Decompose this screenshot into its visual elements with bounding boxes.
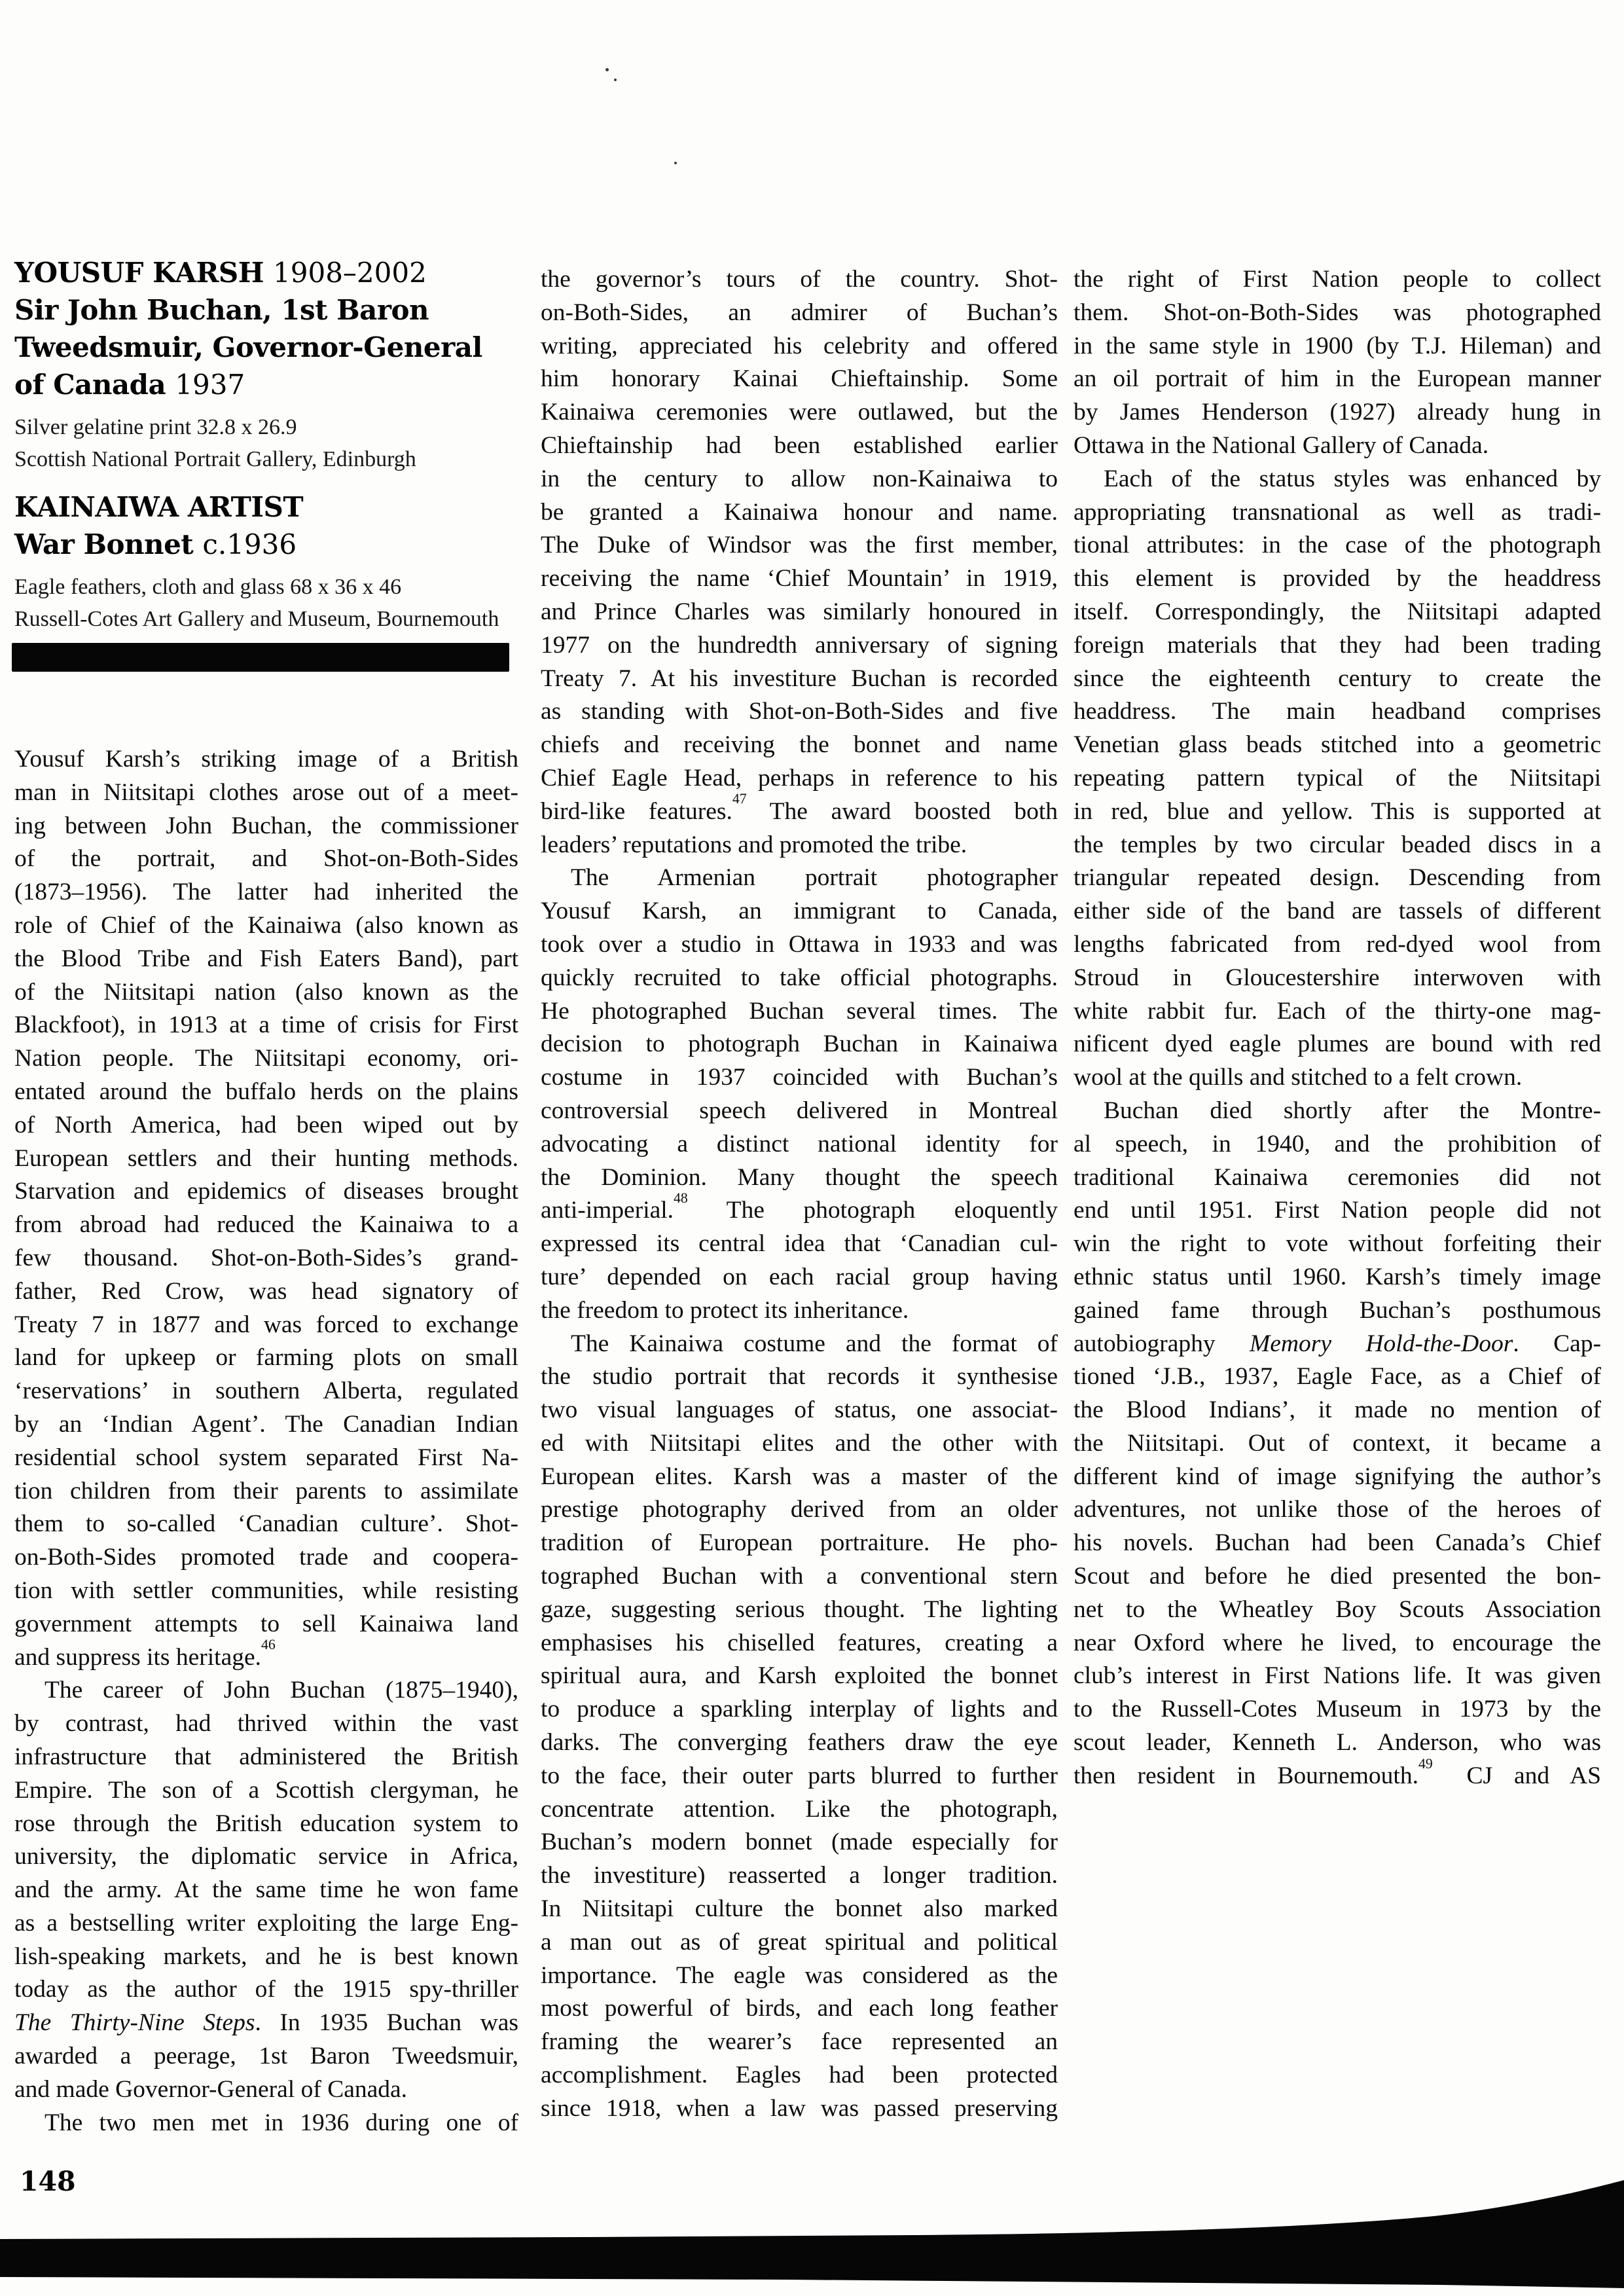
section-divider-bar [12,643,509,672]
text-line: Buchan died shortly after the Montre- [1104,1097,1601,1124]
text-line: them to so-called ‘Canadian culture’. Shot- [14,1510,518,1538]
text-line: rose through the British education system to [14,1810,518,1837]
text-column-right [1074,263,1601,1793]
text-line: the Blood Indians’, it made no mention of [1074,1396,1601,1424]
text-line: the temples by two circular beaded discs in a [1074,831,1601,858]
text-line: The Armenian portrait photographer [571,864,1058,892]
text-line: by James Henderson (1927) already hung in [1074,399,1601,426]
text-line: leaders’ reputations and promoted the tribe. [541,831,967,858]
text-line: traditional Kainaiwa ceremonies did not [1074,1163,1601,1191]
text-line: to produce a sparkling interplay of lights and [541,1696,1058,1723]
text-line: entated around the buffalo herds on the plains [14,1078,518,1105]
text-line: Buchan’s modern bonnet (made especially for [541,1829,1058,1856]
text-line: since the eighteenth century to create the [1074,665,1601,692]
text-line: most powerful of birds, and each long feather [541,1995,1058,2022]
text-line: different kind of image signifying the author’s [1074,1463,1601,1490]
text-line: then resident in Bournemouth.$^{49}$ CJ and AS [1074,1755,1602,1789]
work-date: 1937 [175,369,245,401]
text-line: adventures, not unlike those of the heroes of [1074,1496,1601,1523]
text-line: Ottawa in the National Gallery of Canada. [1074,431,1489,459]
text-line: two visual languages of status, one associat- [541,1396,1058,1424]
text-line: Treaty 7 in 1877 and was forced to exchange [14,1311,518,1338]
scan-speck [605,68,609,71]
text-line: emphasises his chiselled features, creating a [541,1629,1058,1656]
text-column-left [14,743,518,2140]
text-line: the Blood Tribe and Fish Eaters Band), part [14,945,518,972]
text-line: residential school system separated First Na- [14,1444,518,1471]
text-line: The two men met in 1936 during one of [45,2109,518,2136]
text-line: advocating a distinct national identity for [541,1130,1058,1157]
text-line: chiefs and receiving the bonnet and name [541,731,1058,759]
text-line: by contrast, had thrived within the vast [14,1710,518,1738]
text-line: either side of the band are tassels of different [1074,898,1601,925]
text-line: al speech, in 1940, and the prohibition of [1074,1130,1601,1157]
text-line: bird-like features.$^{47}$ The award boosted both [541,791,1058,825]
text-line: Empire. The son of a Scottish clergyman, he [14,1776,518,1804]
text-line: itself. Correspondingly, the Niitsitapi adapted [1074,598,1601,625]
text-line: to the Russell-Cotes Museum in 1973 by the [1074,1696,1601,1723]
text-line: as a bestselling writer exploiting the large Eng- [14,1909,518,1937]
text-line: headdress. The main headband comprises [1074,698,1601,725]
text-line: him honorary Kainai Chieftainship. Some [541,365,1058,393]
text-line: In Niitsitapi culture the bonnet also marked [541,1895,1058,1923]
plate-1-artist-line [14,254,520,291]
plate-2-title-line [14,526,520,563]
text-line: father, Red Crow, was head signatory of [14,1277,518,1305]
text-line: the Dominion. Many thought the speech [541,1163,1058,1191]
text-line: the Niitsitapi. Out of context, it became a [1074,1429,1601,1457]
text-line: this element is provided by the headdress [1074,565,1601,592]
plate-2-credit: Russell-Cotes Art Gallery and Museum, Bournemouth [14,607,499,631]
text-line: club’s interest in First Nations life. It was given [1074,1662,1601,1690]
text-line: awarded a peerage, 1st Baron Tweedsmuir, [14,2043,518,2070]
text-line: from abroad had reduced the Kainaiwa to a [14,1211,518,1239]
text-line: ed with Niitsitapi elites and the other with [541,1429,1058,1457]
text-line: of the Niitsitapi nation (also known as the [14,978,518,1006]
scan-speck [674,162,677,164]
text-line: nificent dyed eagle plumes are bound with red [1074,1030,1601,1058]
text-line: prestige photography derived from an older [541,1496,1058,1523]
text-line: The career of John Buchan (1875–1940), [45,1677,518,1704]
text-line: He photographed Buchan several times. The [541,997,1058,1025]
text-line: Chief Eagle Head, perhaps in reference to his [541,764,1058,792]
page-bottom-scan-shadow [0,2180,1624,2296]
text-line: ing between John Buchan, the commissioner [14,812,518,839]
work-title-line-1: Sir John Buchan, 1st Baron [14,294,429,326]
text-line: Kainaiwa ceremonies were outlawed, but the [541,399,1058,426]
artist-dates: 1908–2002 [273,257,427,289]
text-line: be granted a Kainaiwa honour and name. [541,498,1058,526]
text-line: European settlers and their hunting methods. [14,1144,518,1172]
text-line: controversial speech delivered in Montreal [541,1097,1058,1124]
work-title-line-3 [14,366,520,403]
text-line: man in Niitsitapi clothes arose out of a meet- [14,778,518,806]
plate-1-heading [14,254,520,403]
text-line: took over a studio in Ottawa in 1933 and was [541,930,1058,958]
text-line: foreign materials that they had been trading [1074,631,1601,659]
text-line: costume in 1937 coincided with Buchan’s [541,1064,1058,1091]
text-line: tradition of European portraiture. He pho- [541,1529,1058,1557]
text-line: tioned ‘J.B., 1937, Eagle Face, as a Chief of [1074,1363,1601,1391]
text-line: repeating pattern typical of the Niitsitapi [1074,764,1601,792]
text-line: Starvation and epidemics of diseases brought [14,1178,518,1205]
text-line: accomplishment. Eagles had been protected [541,2062,1058,2089]
text-line: Venetian glass beads stitched into a geometric [1074,731,1601,759]
text-line: Treaty 7. At his investiture Buchan is recorded [541,665,1058,692]
text-line: ture’ depended on each racial group having [541,1263,1058,1290]
artist-name: YOUSUF KARSH [14,257,264,289]
text-line: his novels. Buchan had been Canada’s Chief [1074,1529,1601,1557]
text-line: The Thirty-Nine Steps. In 1935 Buchan was [14,2009,518,2037]
text-line: a man out as of great spiritual and political [541,1928,1058,1956]
plate-1-caption [14,411,520,475]
text-line: the governor’s tours of the country. Shot- [541,266,1058,293]
text-line: triangular repeated design. Descending from [1074,864,1601,892]
text-line: gaze, suggesting serious thought. The lighting [541,1595,1058,1623]
plate-2-date: c.1936 [202,528,297,560]
text-line: infrastructure that administered the British [14,1743,518,1770]
text-line: of the portrait, and Shot-on-Both-Sides [14,845,518,873]
text-line: wool at the quills and stitched to a felt crown. [1074,1064,1523,1091]
text-line: land for upkeep or farming plots on small [14,1344,518,1372]
text-line: university, the diplomatic service in Africa, [14,1843,518,1870]
text-line: Blackfoot), in 1913 at a time of crisis for First [14,1011,518,1039]
text-line: near Oxford where he lived, to encourage the [1074,1629,1601,1656]
work-title-line-2: Tweedsmuir, Governor-General [14,331,482,363]
text-line: Scout and before he died presented the bon- [1074,1563,1601,1590]
text-line: the investiture) reasserted a longer tradition. [541,1862,1058,1889]
text-line: and Prince Charles was similarly honoured in [541,598,1058,625]
text-line: them. Shot-on-Both-Sides was photographed [1074,299,1601,326]
text-line: and suppress its heritage.$^{46}$ [14,1637,276,1671]
text-line: anti-imperial.$^{48}$ The photograph eloquently [541,1190,1058,1224]
text-line: tion with settler communities, while resisting [14,1576,518,1604]
text-line: Stroud in Gloucestershire interwoven with [1074,964,1601,991]
text-line: on-Both-Sides, an admirer of Buchan’s [541,299,1058,326]
plate-1-medium: Silver gelatine print 32.8 x 26.9 [14,415,297,439]
text-line: as standing with Shot-on-Both-Sides and five [541,698,1058,725]
text-line: role of Chief of the Kainaiwa (also known as [14,911,518,939]
text-column-middle [541,263,1058,2126]
text-line: autobiography Memory Hold-the-Door. Cap- [1074,1330,1601,1357]
text-line: the studio portrait that records it synthesise [541,1363,1058,1391]
text-line: in the same style in 1900 (by T.J. Hileman) and [1074,332,1601,359]
text-line: ethnic status until 1960. Karsh’s timely image [1074,1263,1601,1290]
text-line: gained fame through Buchan’s posthumous [1074,1296,1601,1324]
text-line: (1873–1956). The latter had inherited the [14,879,518,906]
text-line: lengths fabricated from red-dyed wool from [1074,930,1601,958]
text-line: receiving the name ‘Chief Mountain’ in 1919, [541,565,1058,592]
text-line: spiritual aura, and Karsh exploited the bonnet [541,1662,1058,1690]
text-line: concentrate attention. Like the photograph, [541,1795,1058,1823]
plate-1-credit: Scottish National Portrait Gallery, Edinburgh [14,447,416,471]
text-line: few thousand. Shot-on-Both-Sides’s grand- [14,1244,518,1271]
text-line: of North America, had been wiped out by [14,1111,518,1139]
text-line: Nation people. The Niitsitapi economy, ori- [14,1045,518,1072]
text-line: end until 1951. First Nation people did not [1074,1197,1601,1224]
text-line: tion children from their parents to assimilate [14,1477,518,1504]
text-line: government attempts to sell Kainaiwa land [14,1610,518,1637]
text-line: and made Governor-General of Canada. [14,2075,408,2103]
text-line: 1977 on the hundredth anniversary of signing [541,631,1058,659]
text-line: in the century to allow non-Kainaiwa to [541,465,1058,492]
text-line: to the face, their outer parts blurred to further [541,1762,1058,1789]
text-line: expressed its central idea that ‘Canadian cul- [541,1230,1058,1258]
text-line: net to the Wheatley Boy Scouts Association [1074,1595,1601,1623]
text-line: The Duke of Windsor was the first member, [541,532,1058,559]
text-line: today as the author of the 1915 spy-thriller [14,1976,518,2003]
plate-2-medium: Eagle feathers, cloth and glass 68 x 36 x 46 [14,575,402,599]
text-line: since 1918, when a law was passed preserving [541,2094,1058,2122]
page-number: 148 [20,2166,76,2197]
text-line: quickly recruited to take official photographs. [541,964,1058,991]
text-line: by an ‘Indian Agent’. The Canadian Indian [14,1410,518,1438]
text-line: the right of First Nation people to collect [1074,266,1601,293]
plate-2-artist: KAINAIWA ARTIST [14,491,304,523]
plate-2-title: War Bonnet [14,528,194,560]
text-line: darks. The converging feathers draw the eye [541,1729,1058,1757]
text-line: writing, appreciated his celebrity and offered [541,332,1058,359]
text-line: the freedom to protect its inheritance. [541,1296,909,1324]
text-line: white rabbit fur. Each of the thirty-one mag- [1074,997,1601,1025]
text-line: win the right to vote without forfeiting their [1074,1230,1601,1258]
text-line: and the army. At the same time he won fame [14,1876,518,1904]
text-line: Each of the status styles was enhanced by [1104,465,1601,492]
text-line: an oil portrait of him in the European manner [1074,365,1601,393]
text-line: The Kainaiwa costume and the format of [571,1330,1058,1357]
plate-2-heading [14,488,520,563]
text-line: framing the wearer’s face represented an [541,2028,1058,2056]
text-line: in red, blue and yellow. This is supported at [1074,797,1601,825]
text-line: importance. The eagle was considered as the [541,1961,1058,1989]
text-line: appropriating transnational as well as tradi- [1074,498,1601,526]
text-line: tional attributes: in the case of the photograph [1074,532,1601,559]
text-line: Yousuf Karsh, an immigrant to Canada, [541,898,1058,925]
text-line: Yousuf Karsh’s striking image of a British [14,746,518,773]
text-line: decision to photograph Buchan in Kainaiwa [541,1030,1058,1058]
text-line: tographed Buchan with a conventional stern [541,1563,1058,1590]
text-line: ‘reservations’ in southern Alberta, regulated [14,1377,518,1405]
scan-speck [614,79,617,81]
text-line: Chieftainship had been established earlier [541,431,1058,459]
text-line: lish-speaking markets, and he is best known [14,1942,518,1970]
text-line: European elites. Karsh was a master of the [541,1463,1058,1490]
text-line: scout leader, Kenneth L. Anderson, who was [1074,1729,1601,1757]
text-line: on-Both-Sides promoted trade and coopera- [14,1544,518,1571]
work-title-end: of Canada [14,369,166,401]
plate-2-caption [14,571,520,635]
